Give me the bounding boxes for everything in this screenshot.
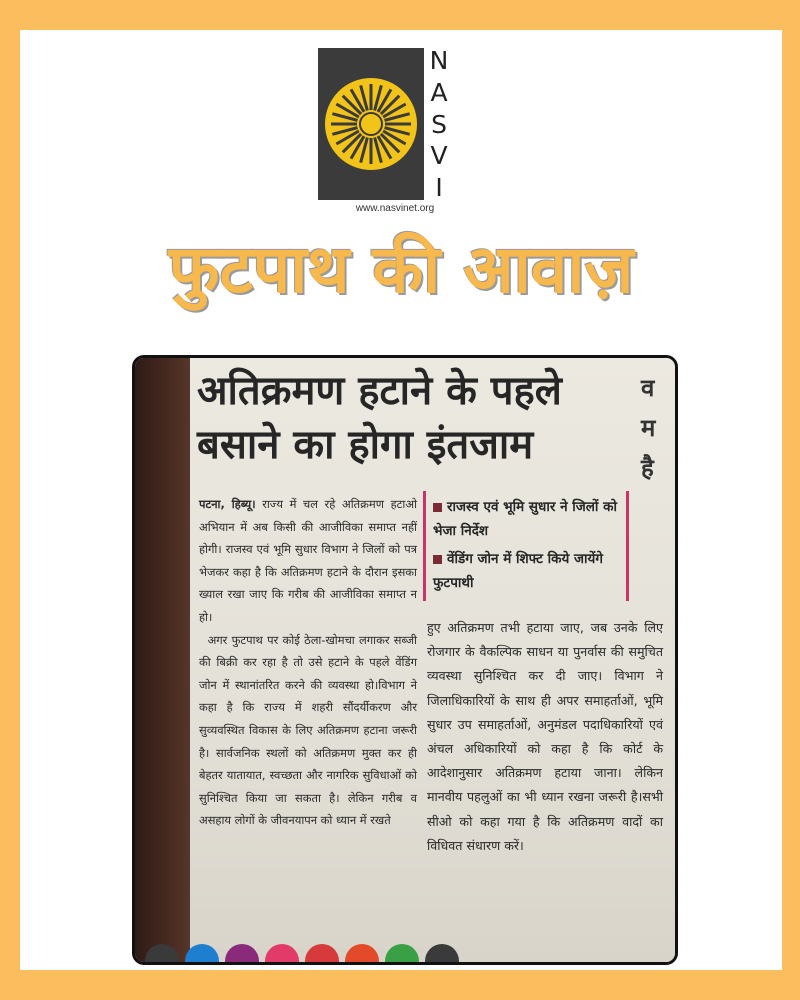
logo-letter: S xyxy=(431,109,447,139)
highlight-text: वेंडिंग जोन में शिफ्ट किये जायेंगे फुटपाथी xyxy=(433,551,603,591)
color-dot xyxy=(225,944,259,965)
logo-letter: A xyxy=(430,77,448,107)
article-headline-line2: बसाने का होगा इंतजाम xyxy=(197,422,534,468)
logo-letter: N xyxy=(429,46,449,75)
wheel-hub xyxy=(360,113,382,135)
article-column-right xyxy=(427,616,663,858)
color-dot xyxy=(145,944,179,965)
highlight-item xyxy=(433,495,619,543)
logo-url: www.nasvinet.org xyxy=(355,203,435,214)
poster-card xyxy=(20,30,782,970)
color-dot xyxy=(185,944,219,965)
adjacent-column-fragment xyxy=(641,368,671,488)
nasvi-logo xyxy=(318,48,450,200)
paragraph-text: राज्य में चल रहे अतिक्रमण हटाओ अभियान में अब किसी की आजीविका समाप्त नहीं होगी। राजस्व एवं भूमि सुधार विभाग ने जिलों को पत्र भेजकर कहा है कि अतिक्रमण हटाने के दौरान इसका ख्याल रखा जाए कि गरीब की आजीविका समाप्त न हो। xyxy=(199,497,417,624)
highlight-text: राजस्व एवं भूमि सुधार ने जिलों को भेजा निर्देश xyxy=(433,499,617,539)
newspaper-photo xyxy=(132,355,678,965)
wheel-emblem-icon xyxy=(318,48,424,200)
color-dots-strip xyxy=(135,942,675,962)
fragment-char: म xyxy=(641,414,656,442)
article-column-left xyxy=(199,493,417,832)
color-dot xyxy=(425,944,459,965)
highlight-item xyxy=(433,547,619,595)
article-headline-line1: अतिक्रमण हटाने के पहले xyxy=(197,368,562,414)
color-dot xyxy=(385,944,419,965)
bullet-icon xyxy=(433,555,442,564)
article-paragraph xyxy=(199,629,417,832)
logo-letter: I xyxy=(435,173,443,202)
photo-dark-edge xyxy=(135,358,197,962)
logo-letters xyxy=(426,48,452,200)
color-dot xyxy=(345,944,379,965)
fragment-char: व xyxy=(641,374,655,402)
color-dot xyxy=(265,944,299,965)
logo-letter: V xyxy=(430,141,448,171)
article-paragraph xyxy=(199,493,417,629)
fragment-char: है xyxy=(641,454,654,482)
article-paragraph: हुए अतिक्रमण तभी हटाया जाए, जब उनके लिए रोजगार के वैकल्पिक साधन या पुनर्वास की समुचित व्यवस्था सुनिश्चित कर दी जाए। विभाग ने जिलाधिकारियों के साथ ही अपर समाहर्ताओं, भूमि सुधार उप समाहर्ताओं, अनुमंडल पदाधिकारियों एवं अंचल अधिकारियों को कहा है कि कोर्ट के आदेशानुसार अतिक्रमण हटाया जाना। लेकिन मानवीय पहलुओं का भी ध्यान रखना जरूरी है।सभी सीओ को कहा गया है कि अतिक्रमण वादों का विधिवत संधारण करें। xyxy=(427,620,663,853)
paragraph-text: अगर फुटपाथ पर कोई ठेला-खोमचा लगाकर सब्जी की बिक्री कर रहा है तो उसे हटाने के पहले वेंडिंग जोन में स्थानांतरित करने की व्यवस्था हो।विभाग ने कहा है कि राज्य में शहरी सौंदर्यीकरण और सुव्यवस्थित विकास के लिए अतिक्रमण हटाना जरूरी है। सार्वजनिक स्थलों को अतिक्रमण मुक्त कर ही बेहतर यातायात, स्वच्छता और नागरिक सुविधाओं को सुनिश्चित किया जा सकता है। लेकिन गरीब व असहाय लोगों के जीवनयापन को ध्यान में रखते xyxy=(199,632,417,828)
page-title: फुटपाथ की आवाज़ xyxy=(168,231,634,308)
dateline: पटना, हिब्यू। xyxy=(199,497,256,511)
bullet-icon xyxy=(433,503,442,512)
logo-box xyxy=(318,48,424,200)
color-dot xyxy=(305,944,339,965)
